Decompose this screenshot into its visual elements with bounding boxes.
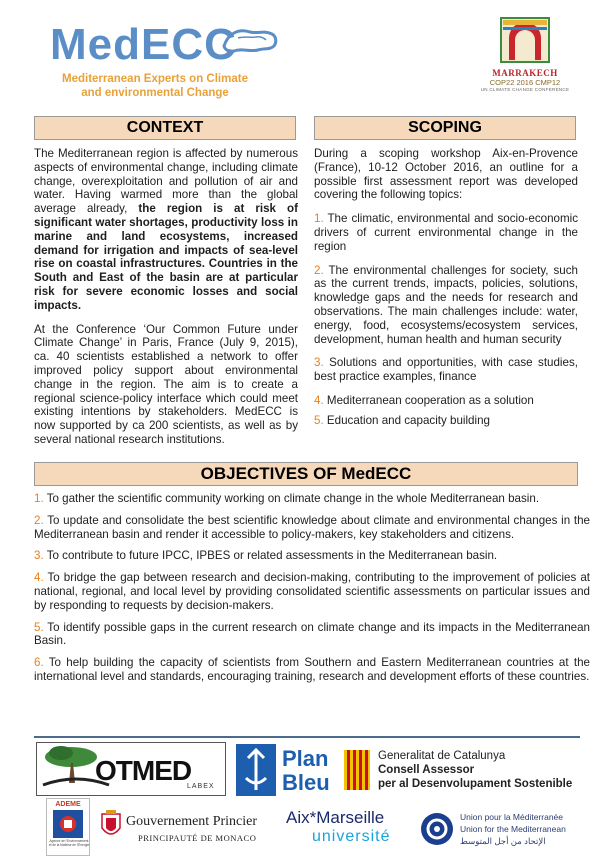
otmed-logo [36, 742, 226, 796]
aix-marseille-line-1: Aix*Marseille [286, 808, 385, 827]
catalunya-line-3: per al Desenvolupament Sostenible [378, 778, 573, 790]
scoping-item-number: 3. [314, 356, 324, 370]
monaco-line-1: Gouvernement Princier [126, 814, 258, 829]
context-p1-text: The Mediterranean region is affected by numerous aspects of environmental change, including climate change, overexploitation and pollution of air and water. Having warmed more than the global average already, [34, 147, 298, 216]
cop22-subtitle: UN CLIMATE CHANGE CONFERENCE [480, 87, 570, 92]
objective-item [34, 492, 590, 506]
scoping-item-text: Education and capacity building [326, 413, 490, 427]
objective-item [34, 549, 590, 563]
cop22-logo [470, 14, 580, 104]
monaco-logo [100, 806, 280, 852]
otmed-logo-text: OTMED [95, 755, 192, 786]
page-header [0, 0, 614, 108]
objective-number: 4. [34, 571, 44, 585]
scoping-heading: SCOPING [314, 116, 576, 140]
objective-number: 6. [34, 656, 44, 670]
scoping-item-text: Solutions and opportunities, with case studies, best practice examples, finance [314, 356, 578, 384]
objective-text: To contribute to future IPCC, IPBES or related assessments in the Mediterranean basin. [46, 549, 498, 563]
context-paragraph-1 [34, 147, 298, 313]
context-p1-bold-text: the region is at risk of significant water shortages, productivity loss in marine and land ecosystems, increased demand for irrigation and impacts of sea-level rise on coastal infrastructures. Countries in the South and East of the basin are at particular risk for severe economic losses and social impacts. [34, 202, 298, 312]
scoping-item-number: 1. [314, 212, 324, 226]
scoping-item-number: 5. [314, 413, 324, 427]
monaco-line-2: PRINCIPAUTÉ DE MONACO [138, 833, 257, 843]
aix-marseille-line-2: université [312, 828, 391, 845]
ufm-line-3: الإتحاد من أجل المتوسط [460, 836, 546, 846]
objective-item [34, 621, 590, 649]
ademe-title: ADEME [55, 801, 81, 808]
scoping-column [314, 147, 578, 438]
medecc-tagline-line-1: Mediterranean Experts on Climate [62, 73, 248, 85]
scoping-intro: During a scoping workshop Aix-en-Provence (France), 10-12 October 2016, an outline for a possible first assessment report was developed covering the following topics: [314, 147, 578, 202]
scoping-item-number: 4. [314, 393, 324, 407]
objective-text: To bridge the gap between research and decision-making, contributing to the improvement of policies at national, regional, and local level by providing consolidated scientific assessments on particular issues and by responding to requests by decision-makers. [34, 571, 591, 612]
objective-text: To gather the scientific community working on climate change in the whole Mediterranean basin. [46, 492, 540, 505]
objectives-heading: OBJECTIVES OF MedECC [34, 462, 578, 486]
scoping-item-number: 2. [314, 263, 324, 277]
objective-number: 5. [34, 620, 44, 634]
context-heading: CONTEXT [34, 116, 296, 140]
scoping-item [314, 356, 578, 384]
context-paragraph-2: At the Conference ‘Our Common Future under Climate Change’ in Paris, France (July 9, 2015), ca. 40 scientists established a network to offer improved policy support about environmental change in the region. The aim is to create a regional science-policy interface which could meet existing intentions by stakeholders. MedECC is now supported by ca 200 scientists, as well as by several national research institutions. [34, 322, 298, 446]
ufm-line-1: Union pour la Méditerranée [460, 812, 564, 822]
footer-divider [34, 736, 580, 738]
objective-text: To help building the capacity of scientists from Southern and Eastern Mediterranean countries at the international level and standards, encouraging training, research and development efforts of these countries. [34, 656, 590, 683]
objective-number: 3. [34, 549, 44, 563]
plan-bleu-line-2: Bleu [282, 770, 330, 795]
catalunya-line-1: Generalitat de Catalunya [378, 750, 506, 762]
objective-text: To identify possible gaps in the current research on climate change and its impacts in the Mediterranean Basin. [34, 620, 590, 648]
cop22-codes: COP22 2016 CMP12 [489, 78, 561, 87]
ufm-logo [420, 806, 590, 854]
ademe-subtitle: Agence de l'Environnement et de la Maîtrise de l'Énergie [48, 839, 90, 847]
scoping-item [314, 264, 578, 347]
objective-item [34, 656, 590, 684]
monaco-crest-icon [100, 810, 122, 840]
context-column [34, 147, 298, 457]
medecc-logo-word: MedECC [50, 20, 237, 69]
catalan-flag-icon [344, 750, 370, 790]
plan-bleu-emblem-icon [236, 744, 276, 796]
ufm-line-2: Union for the Mediterranean [460, 824, 566, 834]
cop22-city: MARRAKECH [492, 68, 558, 78]
objective-number: 1. [34, 492, 44, 505]
scoping-item-text: The climatic, environmental and socio-economic drivers of current environmental change in the region [314, 212, 578, 253]
ufm-emblem-icon [420, 812, 454, 846]
scoping-item-text: The environmental challenges for society, such as the current trends, impacts, policies, solutions, knowledge gaps and the needs for research and observations. The main challenges include: water, energy, food, ecosystems/ecosystem services, development, human health and human security [314, 263, 578, 346]
scoping-item [314, 212, 578, 253]
medecc-logo [30, 14, 290, 104]
scoping-item [314, 394, 578, 408]
catalunya-logo [344, 748, 584, 796]
objective-text: To update and consolidate the best scientific knowledge about climate and environmental changes in the Mediterranean basin and render it accessible to policy-makers, key stakeholders and citizens. [34, 513, 591, 541]
scoping-item-text: Mediterranean cooperation as a solution [326, 393, 534, 407]
ademe-logo [46, 798, 90, 856]
aix-marseille-logo [286, 808, 416, 854]
catalunya-line-2: Consell Assessor [378, 764, 475, 776]
objective-item [34, 571, 590, 612]
cop22-gate-icon [497, 14, 553, 66]
ademe-emblem-icon [53, 810, 83, 838]
objectives-list [34, 492, 590, 692]
medecc-tagline [40, 72, 270, 100]
plan-bleu-logo [236, 744, 336, 796]
objective-item [34, 514, 590, 542]
objective-number: 2. [34, 513, 44, 527]
plan-bleu-line-1: Plan [282, 746, 329, 771]
medecc-tagline-line-2: and environmental Change [81, 87, 229, 99]
mediterranean-map-icon [220, 24, 280, 60]
scoping-item [314, 414, 578, 428]
otmed-labex-text: LABEX [187, 783, 215, 790]
